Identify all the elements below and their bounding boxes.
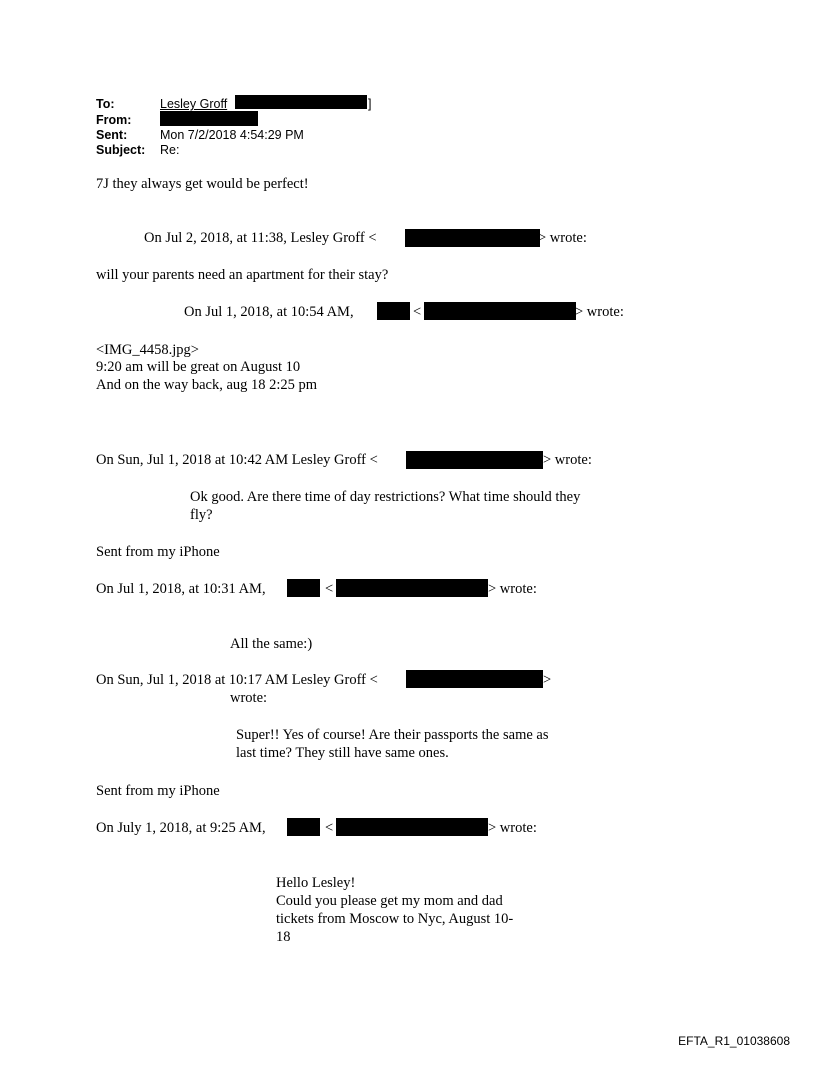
quote6-line4: 18 [276, 929, 291, 945]
quote1-attribution-end: > wrote: [538, 230, 587, 246]
quote6-lt: < [325, 820, 334, 836]
to-label: To: [96, 97, 115, 111]
quote5-line2: last time? They still have same ones. [236, 745, 449, 761]
quote5-attribution-end: wrote: [230, 690, 268, 706]
quote3-line2: fly? [190, 507, 213, 523]
sent-label: Sent: [96, 128, 128, 142]
from-label: From: [96, 113, 132, 127]
redaction-quote2-name [377, 302, 410, 320]
redaction-to-email [235, 95, 367, 109]
quote6-line3: tickets from Moscow to Nyc, August 10- [276, 911, 514, 927]
quote2-attribution-end: > wrote: [575, 304, 624, 320]
quote5-signature: Sent from my iPhone [96, 783, 220, 799]
quote5-line1: Super!! Yes of course! Are their passports the same as [236, 727, 549, 743]
quote4-attribution-end: > wrote: [488, 581, 537, 597]
document-id: EFTA_R1_01038608 [678, 1034, 790, 1048]
quote2-lt: < [413, 304, 422, 320]
quote4-attribution: On Jul 1, 2018, at 10:31 AM, [96, 581, 266, 597]
quote2-line3: And on the way back, aug 18 2:25 pm [96, 377, 318, 393]
redaction-from [160, 111, 258, 126]
quote3-attribution-end: > wrote: [543, 452, 592, 468]
quote2-line1: <IMG_4458.jpg> [96, 342, 199, 358]
quote5-attribution: On Sun, Jul 1, 2018 at 10:17 AM Lesley Groff < [96, 672, 378, 688]
quote3-attribution: On Sun, Jul 1, 2018 at 10:42 AM Lesley Groff < [96, 452, 378, 468]
quote6-line2: Could you please get my mom and dad [276, 893, 503, 909]
subject-value: Re: [160, 143, 180, 157]
redaction-quote6-name [287, 818, 320, 836]
redaction-quote4-email [336, 579, 488, 597]
quote1-attribution: On Jul 2, 2018, at 11:38, Lesley Groff < [144, 230, 377, 246]
quote6-attribution: On July 1, 2018, at 9:25 AM, [96, 820, 266, 836]
quote1-text: will your parents need an apartment for their stay? [96, 267, 389, 283]
redaction-quote3-email [406, 451, 543, 469]
quote3-signature: Sent from my iPhone [96, 544, 220, 560]
quote4-lt: < [325, 581, 334, 597]
quote6-line1: Hello Lesley! [276, 875, 356, 891]
redaction-quote5-email [406, 670, 543, 688]
subject-label: Subject: [96, 143, 146, 157]
quote6-attribution-end: > wrote: [488, 820, 537, 836]
redaction-quote2-email [424, 302, 576, 320]
to-value: Lesley Groff [160, 97, 228, 111]
quote3-line1: Ok good. Are there time of day restrictions? What time should they [190, 489, 581, 505]
sent-value: Mon 7/2/2018 4:54:29 PM [160, 128, 304, 142]
redaction-quote1-email [405, 229, 540, 247]
redaction-quote6-email [336, 818, 488, 836]
redaction-quote4-name [287, 579, 320, 597]
quote4-text: All the same:) [230, 636, 313, 652]
reply-text: 7J they always get would be perfect! [96, 176, 309, 192]
quote5-gt: > [543, 672, 552, 688]
quote2-attribution: On Jul 1, 2018, at 10:54 AM, [184, 304, 354, 320]
to-close-bracket: ] [368, 97, 372, 111]
quote2-line2: 9:20 am will be great on August 10 [96, 359, 301, 375]
